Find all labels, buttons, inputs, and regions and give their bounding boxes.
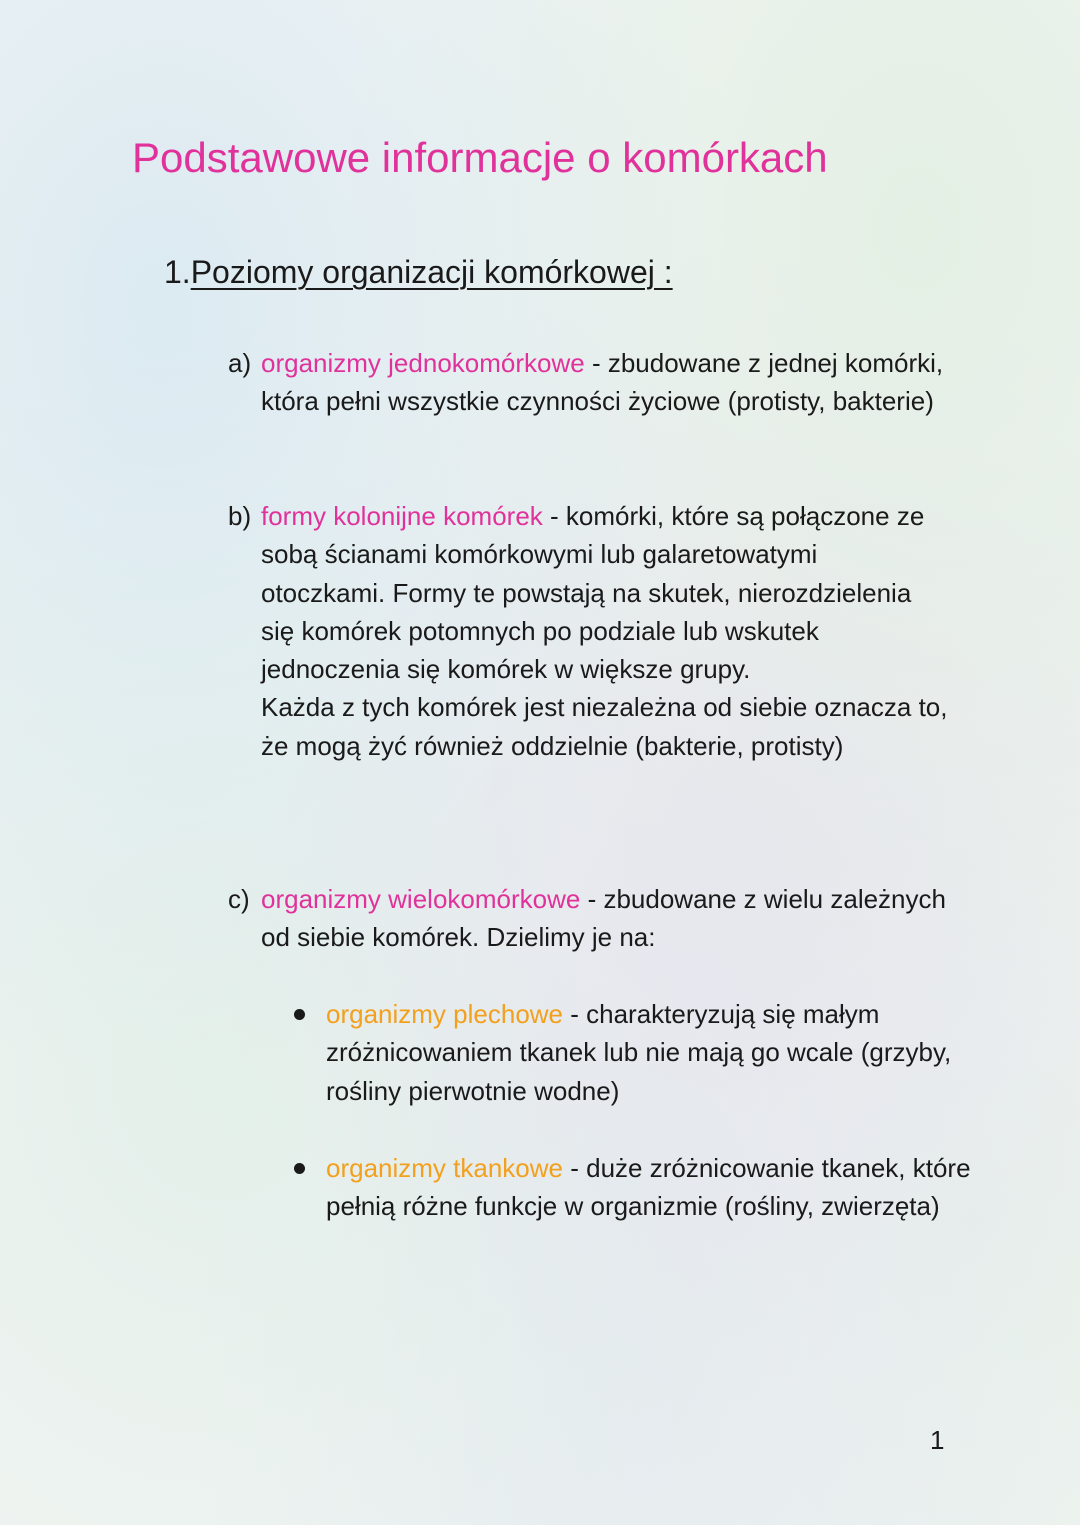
term-jednokomorkowe: organizmy jednokomórkowe — [261, 348, 585, 378]
term-tkankowe: organizmy tkankowe — [326, 1153, 563, 1183]
list-item-b — [228, 497, 948, 765]
item-description: - komórki, które są połączone ze sobą ścianami komórkowymi lub galaretowatymi otoczkami. Formy te powstają na skutek, nierozdzielenia się komórek potomnych po podziale lub wskutek jednoczenia się komórek w większe grupy. — [261, 501, 925, 685]
term-wielokomorkowe: organizmy wielokomórkowe — [261, 884, 581, 914]
bullet-description: - charakteryzują się małym zróżnicowaniem tkanek lub nie mają go wcale (grzyby, rośliny pierwotnie wodne) — [326, 999, 952, 1106]
term-kolonijne: formy kolonijne komórek — [261, 501, 543, 531]
bullet-item-tkankowe — [294, 1149, 974, 1226]
bullet-item-plechowe — [294, 995, 974, 1110]
list-marker: a) — [228, 348, 252, 378]
item-description: - zbudowane z jednej komórki, która pełni wszystkie czynności życiowe (protisty, bakterie) — [261, 348, 944, 417]
page-title: Podstawowe informacje o komórkach — [132, 134, 828, 181]
bullet-dot-icon — [294, 1163, 305, 1174]
section-number: 1. — [164, 254, 191, 290]
bullet-dot-icon — [294, 1009, 305, 1020]
list-marker: b) — [228, 501, 252, 531]
section-title: Poziomy organizacji komórkowej : — [190, 254, 673, 290]
term-plechowe: organizmy plechowe — [326, 999, 564, 1029]
item-description: - zbudowane z wielu zależnych od siebie komórek. Dzielimy je na: — [261, 884, 946, 953]
page-number: 1 — [930, 1425, 945, 1455]
section-heading — [164, 250, 673, 294]
list-item-c — [228, 880, 948, 957]
bullet-description: - duże zróżnicowanie tkanek, które pełnią różne funkcje w organizmie (rośliny, zwierzęta) — [326, 1153, 971, 1222]
list-marker: c) — [228, 884, 250, 914]
list-item-a — [228, 344, 948, 421]
item-extra-paragraph: Każda z tych komórek jest niezależna od siebie oznacza to, że mogą żyć również oddzielnie (bakterie, protisty) — [261, 692, 948, 761]
